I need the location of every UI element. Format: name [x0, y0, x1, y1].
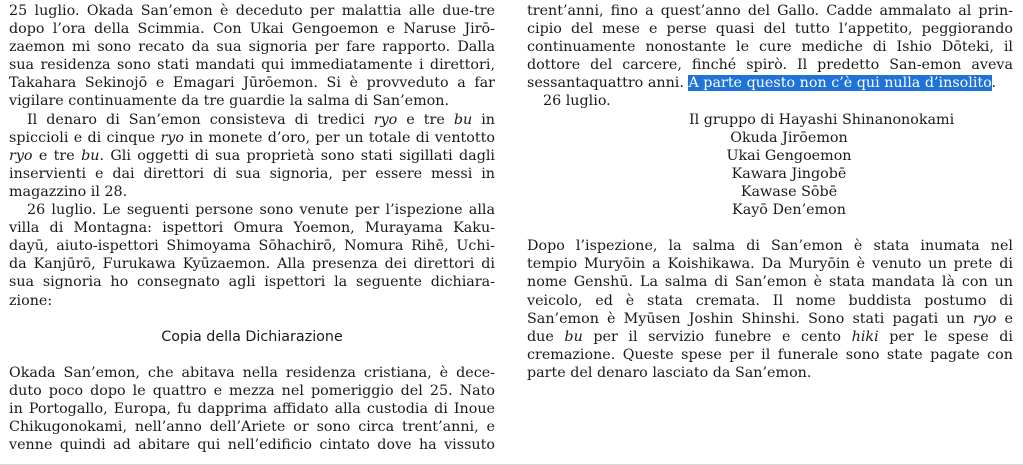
- text-line: parte del denaro lasciato da San’emon.: [527, 364, 812, 381]
- italic-term: ryo: [373, 111, 398, 128]
- text-line: Okada San’emon, che abitava nella residenza cristiana, è dece-: [9, 364, 495, 381]
- signatory-line: Kawase Sōbē: [740, 183, 838, 200]
- text-line: [9, 129, 495, 147]
- text-line: nome Genshū. La salma di San’emon è stata mandata là con un: [527, 274, 1013, 291]
- text-line: cipio del mese e perse quasi del tutto l’appetito, peggiorando: [527, 21, 1013, 38]
- text-line: da Kanjūrō, Furukawa Kyūzaemon. Alla presenza dei direttori di: [9, 256, 495, 273]
- text-run: per le spese di: [878, 328, 1013, 345]
- italic-term: bu: [564, 328, 583, 345]
- text-line: villa di Montagna: ispettori Omura Yoemon, Murayama Kaku-: [9, 220, 495, 237]
- text-line: zaemon mi sono recato da sua signoria per fare rapporto. Dalla: [9, 39, 495, 56]
- signatories-block: [689, 111, 955, 220]
- signatory-line: Kawara Jingobē: [731, 165, 847, 182]
- text-line: [527, 310, 1013, 328]
- italic-term: ryo: [972, 310, 997, 327]
- text-line: trent’anni, fino a quest’anno del Gallo. Cadde ammalato al prin-: [527, 3, 1013, 19]
- selected-text[interactable]: A parte questo non c’è qui nulla d’insolito: [688, 75, 992, 92]
- text-line: magazzino il 28.: [9, 183, 128, 200]
- text-line: dopo l’ora della Scimmia. Con Ukai Gengoemon e Naruse Jirō-: [9, 21, 495, 38]
- text-line: [527, 328, 1013, 346]
- text-run: Il denaro di San’emon consisteva di tredici: [27, 111, 374, 128]
- spacer: [9, 310, 495, 328]
- text-run: in monete d’oro, per un totale di ventotto: [183, 129, 495, 146]
- text-run: per il servizio funebre e cento: [582, 328, 852, 345]
- text-run: e tre: [32, 147, 82, 164]
- italic-term: bu: [81, 147, 100, 164]
- text-line: tempio Muryōin a Koishikawa. Da Muryōin è venuto un prete di: [527, 256, 1013, 273]
- italic-term: ryo: [160, 129, 184, 146]
- right-column: [527, 2, 1013, 382]
- text-run: e: [996, 310, 1013, 327]
- spacer: [527, 219, 1013, 237]
- signatory-line: Okuda Jirōemon: [730, 129, 848, 146]
- text-line: in Portogallo, Europa, fu dapprima affidato alla custodia di Inoue: [9, 401, 495, 418]
- text-line: cremazione. Queste spese per il funerale sono state pagate con: [527, 346, 1013, 363]
- text-run: e tre: [397, 111, 454, 128]
- text-line: 25 luglio. Okada San’emon è deceduto per malattia alle due-tre: [9, 3, 495, 19]
- text-line: zione:: [9, 292, 53, 309]
- text-line: Chikugonokami, nell’anno dell’Ariete or sono circa trent’anni, e: [9, 419, 495, 436]
- spacer: [9, 346, 495, 364]
- text-line: duto poco dopo le quattro e mezza nel pomeriggio del 25. Nato: [9, 382, 495, 399]
- text-line: inservienti e dai direttori di sua signoria, per essere messi in: [9, 165, 495, 182]
- text-line: 26 luglio. Le seguenti persone sono venute per l’ispezione alla: [27, 202, 495, 219]
- text-line: [9, 147, 495, 165]
- text-line: sua signoria ho consegnato agli ispettori la seguente dichiara-: [9, 274, 495, 291]
- text-line: [527, 74, 1013, 92]
- text-run: . Gli oggetti di sua proprietà sono stati sigillati dagli: [99, 147, 495, 164]
- text-line: Takahara Sekinojō e Emagari Jūrōemon. Si è provveduto a far: [9, 75, 495, 92]
- text-line: vigilare continuamente da tre guardie la salma di San’emon.: [9, 93, 450, 110]
- signatory-line: Il gruppo di Hayashi Shinanonokami: [689, 111, 955, 128]
- text-line: dottore del carcere, finché spirò. Il predetto San-emon aveva: [527, 57, 1013, 74]
- text-run: sessantaquattro anni.: [527, 75, 689, 92]
- italic-term: hiki: [851, 328, 879, 345]
- text-run: San’emon è Myūsen Joshin Shinshi. Sono stati pagati un: [527, 310, 973, 327]
- signatory-line: Kayō Den’emon: [732, 202, 846, 219]
- section-title: Copia della Dichiarazione: [161, 328, 343, 345]
- text-line: veicolo, ed è stata cremata. Il nome buddista postumo di: [527, 292, 1013, 309]
- text-run: .: [991, 75, 997, 92]
- text-line: sua residenza sono stati mandati qui immediatamente i direttori,: [9, 57, 495, 74]
- signatory-line: Ukai Gengoemon: [726, 147, 852, 164]
- text-line: [9, 111, 495, 129]
- italic-term: ryo: [9, 147, 33, 164]
- text-line: dayū, aiuto-ispettori Shimoyama Sōhachirō, Nomura Rihē, Uchi-: [9, 238, 495, 255]
- left-column: [9, 2, 495, 454]
- text-run: spiccioli e di cinque: [9, 129, 161, 146]
- text-run: due: [527, 328, 565, 345]
- text-line: Dopo l’ispezione, la salma di San’emon è stata inumata nel: [527, 238, 1013, 255]
- text-line: venne quindi ad abitare qui nell’edificio cintato dove ha vissuto: [9, 437, 495, 454]
- text-run: in: [472, 111, 496, 128]
- italic-term: bu: [453, 111, 473, 128]
- text-line: continuamente nonostante le cure mediche di Ishio Dōteki, il: [527, 39, 1013, 56]
- date-line: 26 luglio.: [543, 93, 611, 110]
